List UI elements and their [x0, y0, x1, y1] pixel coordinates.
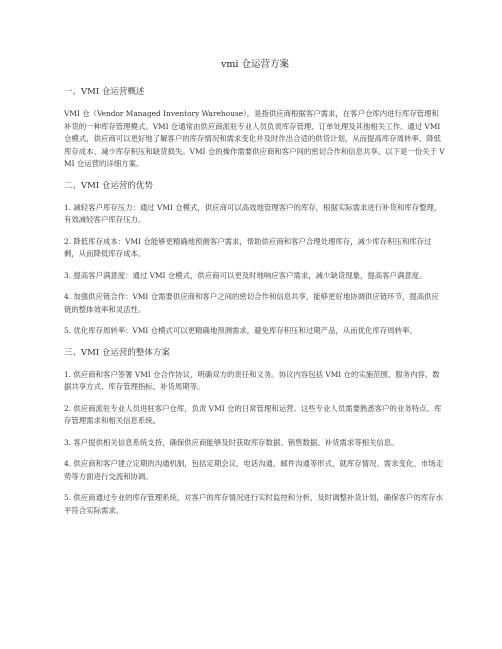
- paragraph: 5. 供应商通过专业的库存管理系统，对客户的库存情况进行实时监控和分析，及时调整补货计划，确保客户的库存水平符合实际需求。: [64, 493, 443, 515]
- section-heading: 二、VMI 仓运营的优势: [64, 180, 153, 191]
- section-advantages: [64, 180, 446, 338]
- document-title: vmi 仓运营方案: [221, 59, 289, 70]
- paragraph: 1. 减轻客户库存压力：通过 VMI 仓模式，供应商可以高效地管理客户的库存，根据实际需求进行补货和库存整理，有效减轻客户库存压力。: [64, 202, 442, 224]
- paragraph: 5. 优化库存周转率：VMI 仓模式可以更精确地预测需求，避免库存积压和过期产品，从而优化库存周转率。: [64, 326, 417, 335]
- paragraph: VMI 仓（Vendor Managed Inventory Warehouse），是指供应商根据客户需求，在客户仓库内进行库存管理和补货的一种库存管理模式。VMI 仓通常由供应商派驻专业人员负责库存管理、订单处理及其他相关工作。通过 VMI 仓模式，供应商可以更好地了解客户的库存情况和需求变化并及时作出合适的供货计划，从而提高库存周转率、降低库存成本、减少库存积压和缺货损失。VMI 仓的操作需要供应商和客户间的密切合作和信息共享。以下是一份关于 VMI 仓运营的详细方案。: [64, 109, 445, 168]
- section-heading: 三、VMI 仓运营的整体方案: [64, 347, 170, 358]
- paragraph: 4. 供应商和客户建立定期的沟通机制，包括定期会议、电话沟通、邮件沟通等形式，就库存情况、需求变化、市场走势等方面进行交流和协调。: [64, 459, 443, 481]
- paragraph: 3. 提高客户满意度：通过 VMI 仓模式，供应商可以更及时地响应客户需求，减少缺货现象，提高客户满意度。: [64, 270, 427, 280]
- section-heading: 一、VMI 仓运营概述: [64, 87, 145, 97]
- section-overview: [64, 86, 446, 171]
- paragraph: 4. 加强供应链合作：VMI 仓需要供应商和客户之间的密切合作和信息共享，能够更好地协调供应链环节，提高供应链的整体效率和灵活性。: [64, 292, 439, 314]
- section-overall-plan: [64, 347, 446, 518]
- paragraph: 1. 供应商和客户签署 VMI 仓合作协议，明确双方的责任和义务。协议内容包括 VMI 仓的实施范围、服务内容、数据共享方式、库存管理指标、补货周期等。: [64, 369, 440, 391]
- paragraph: 2. 降低库存成本：VMI 仓能够更精确地预测客户需求，帮助供应商和客户合理处理库存，减少库存积压和库存过剩，从而降低库存成本。: [64, 236, 432, 258]
- paragraph: 3. 客户提供相关信息系统支持，确保供应商能够及时获取库存数据、销售数据、补货需求等相关信息。: [64, 437, 399, 447]
- paragraph: 2. 供应商派驻专业人员进驻客户仓库，负责 VMI 仓的日常管理和运营。这些专业人员需要熟悉客户的业务特点、库存管理需求和相关信息系统。: [64, 403, 442, 425]
